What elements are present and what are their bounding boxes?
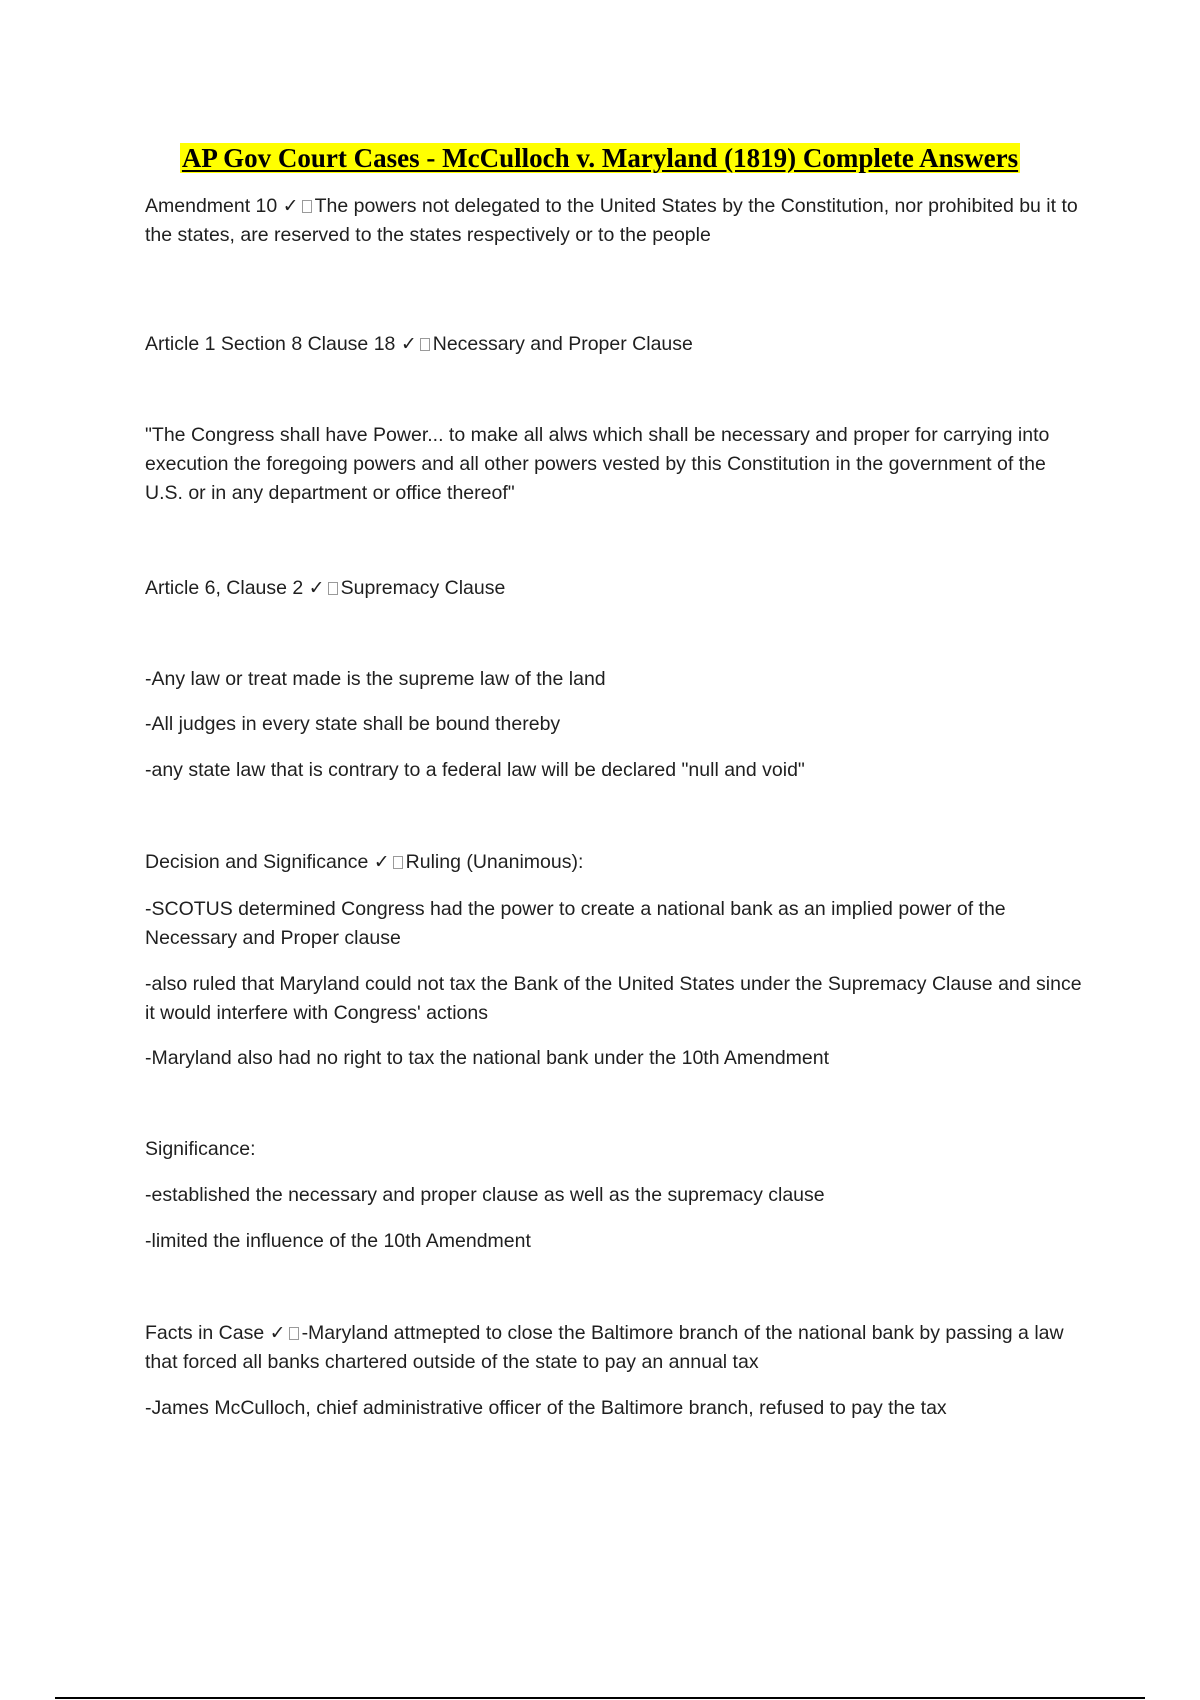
entry-decision bbox=[145, 848, 1085, 877]
necessary-proper-quote: "The Congress shall have Power... to make all alws which shall be necessary and proper for carrying into execution the foregoing powers and all other powers vested by this Constitution in the government of the U.S. or in any department or office thereof" bbox=[145, 424, 1050, 504]
title-wrap bbox=[0, 143, 1200, 174]
entry-answer: Supremacy Clause bbox=[340, 577, 506, 599]
box-icon bbox=[420, 338, 430, 351]
list-item: -established the necessary and proper clause as well as the supremacy clause bbox=[145, 1184, 825, 1206]
entry-answer: Ruling (Unanimous): bbox=[405, 851, 584, 873]
entry-amendment-10 bbox=[145, 192, 1085, 250]
entry-facts bbox=[145, 1319, 1085, 1377]
entry-answer: -Maryland attmepted to close the Baltimore branch of the national bank by passing a law that forced all banks chartered outside of the state to pay an annual tax bbox=[145, 1322, 1064, 1373]
entry-article-6 bbox=[145, 574, 1085, 603]
entry-term: Facts in Case bbox=[145, 1322, 265, 1344]
box-icon bbox=[289, 1327, 299, 1340]
check-icon: ✓ bbox=[373, 851, 390, 873]
entry-answer: The powers not delegated to the United States by the Constitution, nor prohibited bu it to the states, are reserved to the states respectively or to the people bbox=[145, 195, 1078, 246]
check-icon: ✓ bbox=[269, 1322, 286, 1344]
box-icon bbox=[302, 200, 312, 213]
box-icon bbox=[328, 582, 338, 595]
list-item: -Any law or treat made is the supreme law of the land bbox=[145, 668, 606, 690]
entry-term: Decision and Significance bbox=[145, 851, 369, 873]
list-item: -limited the influence of the 10th Amendment bbox=[145, 1230, 531, 1252]
entry-term: Article 6, Clause 2 bbox=[145, 577, 304, 599]
entry-answer: Necessary and Proper Clause bbox=[432, 333, 693, 355]
list-item: -James McCulloch, chief administrative officer of the Baltimore branch, refused to pay the tax bbox=[145, 1397, 947, 1419]
check-icon: ✓ bbox=[308, 577, 325, 599]
entry-term: Article 1 Section 8 Clause 18 bbox=[145, 333, 396, 355]
footer-rule bbox=[55, 1697, 1145, 1699]
check-icon: ✓ bbox=[400, 333, 417, 355]
list-item: -All judges in every state shall be bound thereby bbox=[145, 713, 561, 735]
list-item: -also ruled that Maryland could not tax the Bank of the United States under the Supremacy Clause and since it would interfere with Congress' actions bbox=[145, 973, 1082, 1024]
significance-heading: Significance: bbox=[145, 1138, 256, 1160]
entry-article-1 bbox=[145, 330, 1085, 359]
list-item: -any state law that is contrary to a federal law will be declared "null and void" bbox=[145, 759, 805, 781]
check-icon: ✓ bbox=[282, 195, 299, 217]
list-item: -SCOTUS determined Congress had the power to create a national bank as an implied power of the Necessary and Proper clause bbox=[145, 898, 1006, 949]
document-title: AP Gov Court Cases - McCulloch v. Maryland (1819) Complete Answers bbox=[181, 143, 1019, 173]
box-icon bbox=[393, 856, 403, 869]
entry-term: Amendment 10 bbox=[145, 195, 278, 217]
list-item: -Maryland also had no right to tax the national bank under the 10th Amendment bbox=[145, 1047, 830, 1069]
